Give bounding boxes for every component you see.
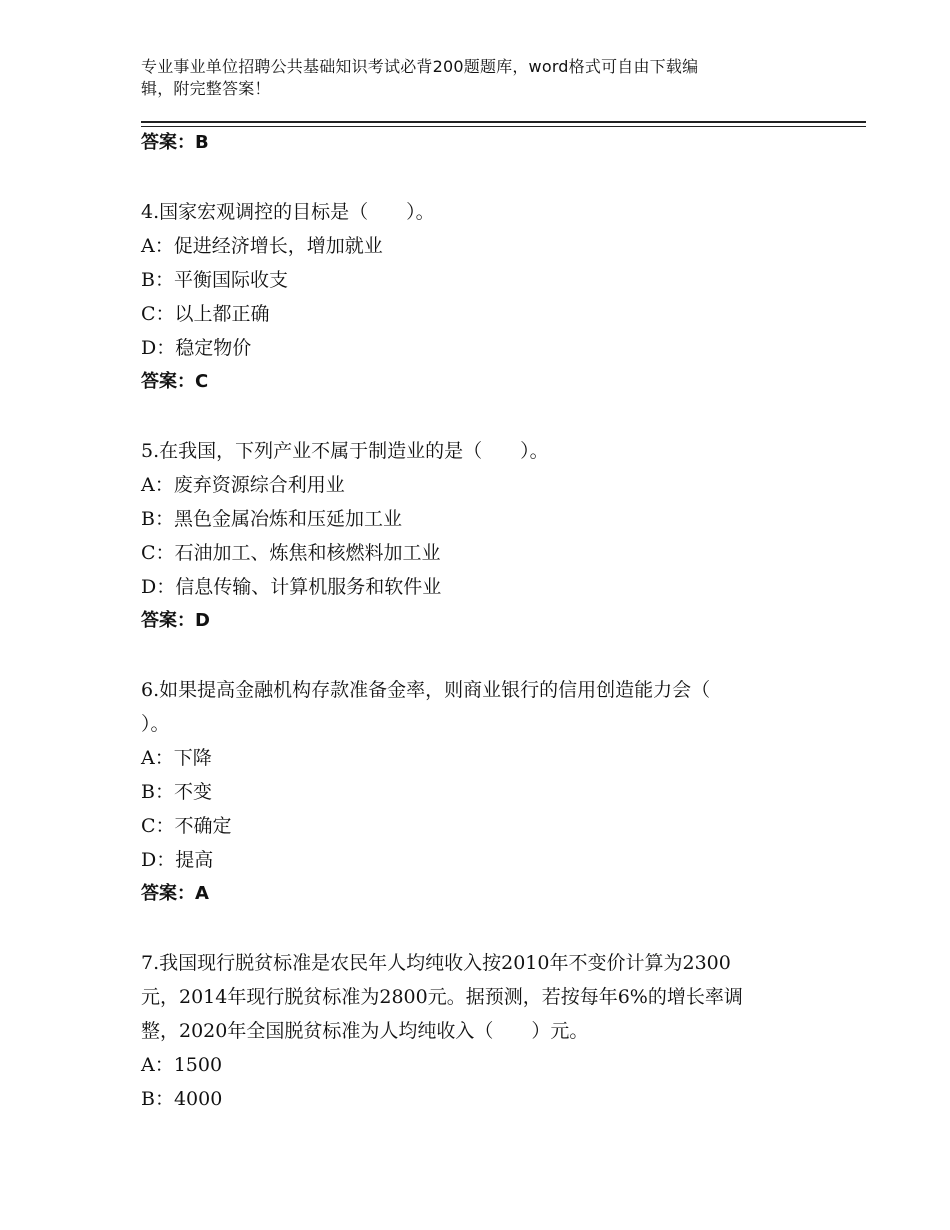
question-7-stem-line-2: 元，2014年现行脱贫标准为2800元。据预测，若按每年6%的增长率调 (141, 986, 743, 1008)
question-6-stem-line-2: ）。 (141, 713, 170, 735)
question-5-option-b: B：黑色金属冶炼和压延加工业 (141, 508, 402, 530)
header-line-1: 专业事业单位招聘公共基础知识考试必背200题题库，word格式可自由下载编 (141, 57, 699, 76)
question-6-option-d: D：提高 (141, 849, 214, 871)
question-6-answer: 答案：A (141, 883, 209, 904)
page-header (141, 56, 801, 100)
question-7-option-a: A：1500 (141, 1054, 223, 1076)
question-4-answer: 答案：C (141, 371, 209, 392)
question-4-stem: 4.国家宏观调控的目标是（ ）。 (141, 201, 435, 223)
question-5-option-c: C：石油加工、炼焦和核燃料加工业 (141, 542, 441, 564)
header-divider-thin (141, 126, 866, 127)
question-4-option-d: D：稳定物价 (141, 337, 252, 359)
question-4-option-c: C：以上都正确 (141, 303, 270, 325)
header-line-2: 辑，附完整答案！ (141, 79, 271, 98)
question-4-option-a: A：促进经济增长，增加就业 (141, 235, 383, 257)
question-6-stem-line-1: 6.如果提高金融机构存款准备金率，则商业银行的信用创造能力会（ (141, 679, 711, 701)
question-4-option-b: B：平衡国际收支 (141, 269, 288, 291)
question-6-option-a: A：下降 (141, 747, 212, 769)
header-divider-thick (141, 121, 866, 123)
question-5-option-a: A：废弃资源综合利用业 (141, 474, 345, 496)
question-5-answer: 答案：D (141, 610, 210, 631)
question-7-stem-line-3: 整，2020年全国脱贫标准为人均纯收入（ ）元。 (141, 1020, 589, 1042)
question-7-stem-line-1: 7.我国现行脱贫标准是农民年人均纯收入按2010年不变价计算为2300 (141, 952, 731, 974)
question-5-stem: 5.在我国，下列产业不属于制造业的是（ ）。 (141, 440, 549, 462)
question-6-option-c: C：不确定 (141, 815, 232, 837)
previous-answer: 答案：B (141, 132, 209, 153)
question-7-option-b: B：4000 (141, 1088, 223, 1110)
question-5-option-d: D：信息传输、计算机服务和软件业 (141, 576, 442, 598)
question-6-option-b: B：不变 (141, 781, 212, 803)
